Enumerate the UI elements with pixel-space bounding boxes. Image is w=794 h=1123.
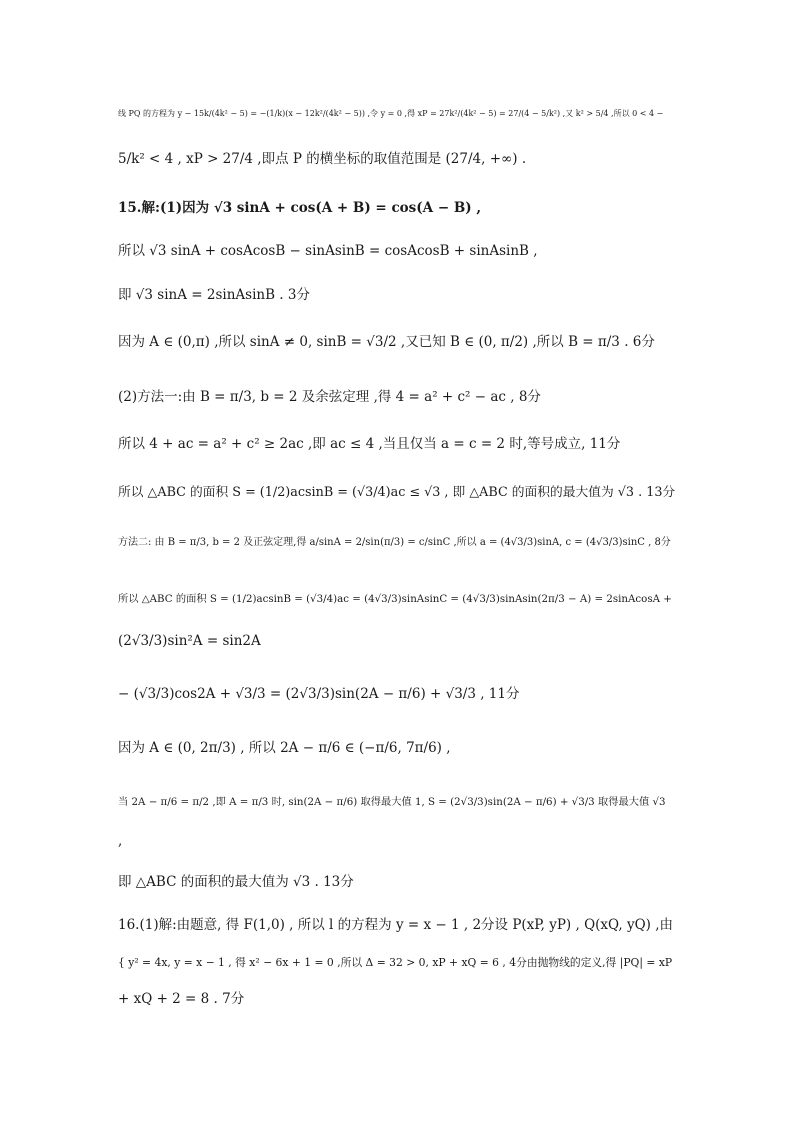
text-line: 因为 A ∈ (0, 2π/3) , 所以 2A − π/6 ∈ (−π/6, 7π/6) , — [118, 740, 451, 756]
text-line: 所以 4 + ac = a² + c² ≥ 2ac ,即 ac ≤ 4 ,当且仅当 a = c = 2 时,等号成立, 11分 — [118, 436, 621, 452]
text-line: − (√3/3)cos2A + √3/3 = (2√3/3)sin(2A − π/6) + √3/3 , 11分 — [118, 686, 520, 702]
text-line: 即 √3 sinA = 2sinAsinB . 3分 — [118, 287, 310, 303]
text-line: , — [118, 833, 123, 849]
text-line: 方法二: 由 B = π/3, b = 2 及正弦定理,得 a/sinA = 2/sin(π/3) = c/sinC ,所以 a = (4√3/3)sinA, c = (4√3/3)sinC , 8分 — [118, 537, 671, 548]
text-line: 当 2A − π/6 = π/2 ,即 A = π/3 时, sin(2A − π/6) 取得最大值 1, S = (2√3/3)sin(2A − π/6) + √3/3 取得最大值 √3 — [118, 796, 666, 808]
text-line: { y² = 4x, y = x − 1 , 得 x² − 6x + 1 = 0 ,所以 Δ = 32 > 0, xP + xQ = 6 , 4分由抛物线的定义,得 |PQ| = xP — [118, 956, 673, 969]
text-line: 所以 △ABC 的面积 S = (1/2)acsinB = (√3/4)ac ≤ √3 , 即 △ABC 的面积的最大值为 √3 . 13分 — [118, 485, 676, 500]
text-line: 所以 √3 sinA + cosAcosB − sinAsinB = cosAcosB + sinAsinB , — [118, 243, 538, 259]
text-line: (2)方法一:由 B = π/3, b = 2 及余弦定理 ,得 4 = a² + c² − ac , 8分 — [118, 389, 541, 405]
text-line: + xQ + 2 = 8 . 7分 — [118, 991, 245, 1007]
text-line: 因为 A ∈ (0,π) ,所以 sinA ≠ 0, sinB = √3/2 ,又已知 B ∈ (0, π/2) ,所以 B = π/3 . 6分 — [118, 334, 655, 350]
text-line: 5/k² < 4 , xP > 27/4 ,即点 P 的横坐标的取值范围是 (27/4, +∞) . — [118, 151, 527, 167]
text-line: 16.(1)解:由题意, 得 F(1,0) , 所以 l 的方程为 y = x − 1 , 2分设 P(xP, yP) , Q(xQ, yQ) ,由 — [118, 917, 674, 933]
text-line: 15.解:(1)因为 √3 sinA + cos(A + B) = cos(A − B) , — [118, 200, 482, 216]
text-line: 所以 △ABC 的面积 S = (1/2)acsinB = (√3/4)ac = (4√3/3)sinAsinC = (4√3/3)sinAsin(2π/3 − A) = 2sinAcosA + — [118, 593, 672, 605]
text-line: (2√3/3)sin²A = sin2A — [118, 633, 261, 649]
text-line: 线 PQ 的方程为 y − 15k/(4k² − 5) = −(1/k)(x − 12k²/(4k² − 5)) ,令 y = 0 ,得 xP = 27k²/(4k² − 5) = 27/(4 − 5/k²) ,又 k² > 5/4 ,所以 0 < 4 − — [118, 109, 664, 118]
text-line: 即 △ABC 的面积的最大值为 √3 . 13分 — [118, 874, 354, 890]
